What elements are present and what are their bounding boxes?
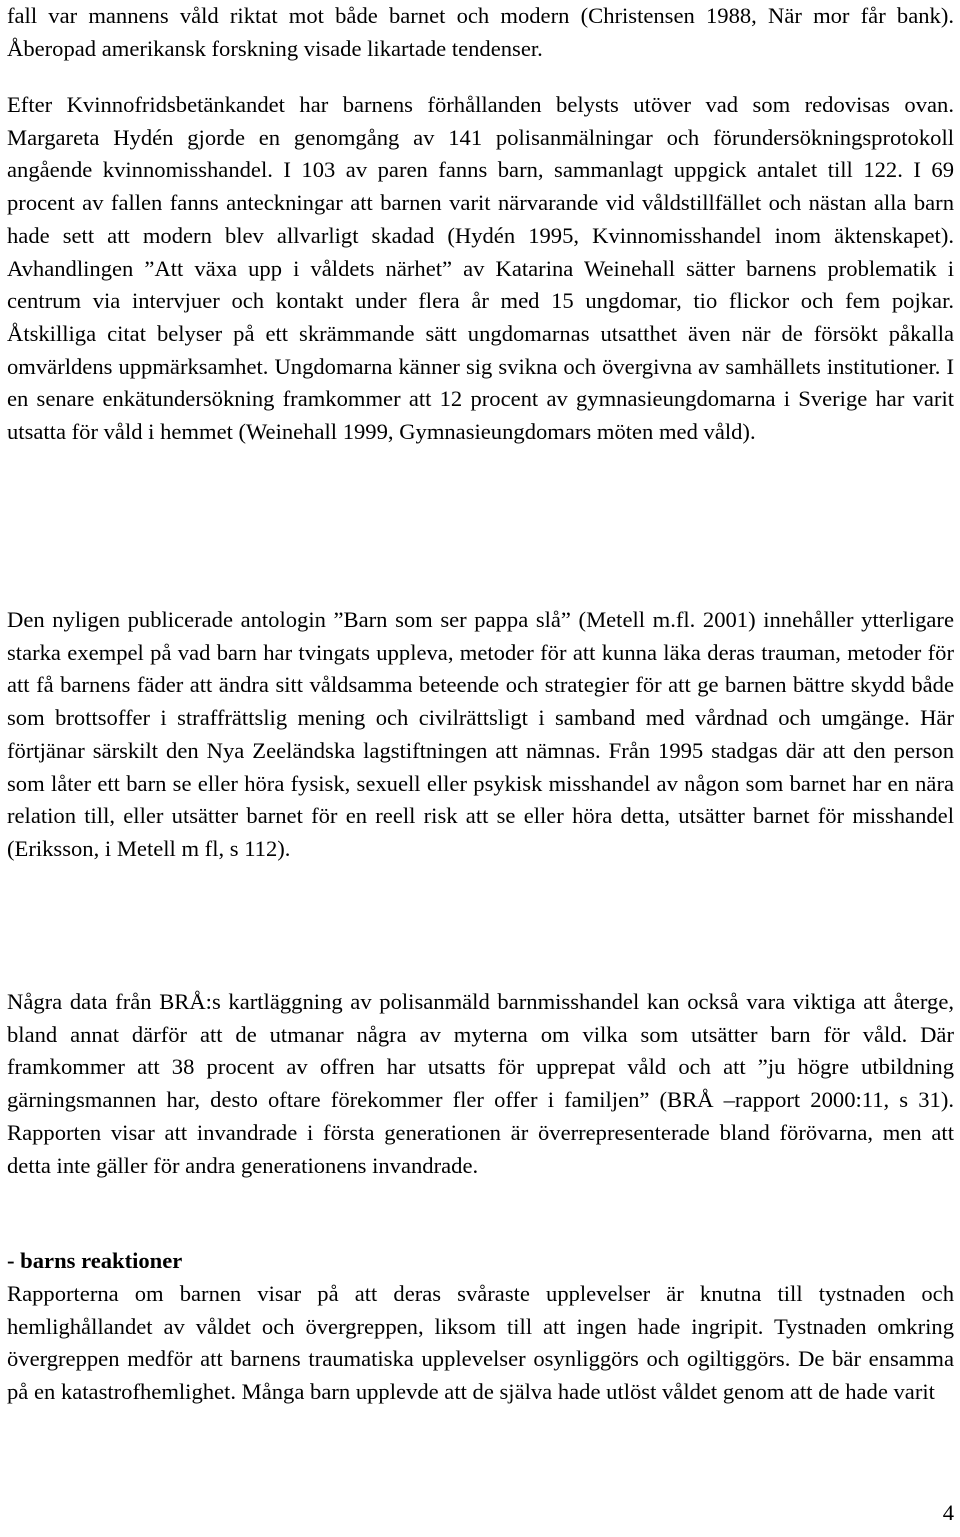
paragraph-reactions: Rapporterna om barnen visar på att deras svåraste upplevelser är knutna till tystnaden och hemlighållandet av våldet och övergreppen, liksom till att ingen hade ingripit. Tystnaden omkring övergreppen medför att barnens traumatiska upplevelser osynliggörs och ogiltiggörs. De bär ensamma på en katastrofhemlighet. Många barn upplevde att de själva hade utlöst våldet genom att de hade varit xyxy=(7,1281,954,1405)
paragraph-bra-data: Några data från BRÅ:s kartläggning av polisanmäld barnmisshandel kan också vara viktiga att återge, bland annat därför att de utmanar några av myterna om vilka som utsätter barn för våld. Där framkommer att 38 procent av offren har utsatts för upprepat våld och att ”ju högre utbildning gärningsmannen har, desto oftare förekommer fler offer i familjen” (BRÅ –rapport 2000:11, s 31). Rapporten visar att invandrade i första generationen är överrepresenterade bland förövarna, men att detta inte gäller för andra generationens invandrade. xyxy=(7,989,954,1178)
paragraph-research-overview: Efter Kvinnofridsbetänkandet har barnens förhållanden belysts utöver vad som redovisas ovan. Margareta Hydén gjorde en genomgång av 141 polisanmälningar och förundersökningsprotokoll angående kvinnomisshandel. I 103 av paren fanns barn, sammanlagt uppgick antalet till 122. I 69 procent av fallen fanns anteckningar att barnen varit närvarande vid våldstillfället och nästan alla barn hade sett att modern blev allvarligt skadad (Hydén 1995, Kvinnomisshandel inom äktenskapet). Avhandlingen ”Att växa upp i våldets närhet” av Katarina Weinehall sätter barnens problematik i centrum via intervjuer och kontakt under flera år med 15 ungdomar, tio flickor och fem pojkar. Åtskilliga citat belyser på ett skrämmande sätt ungdomarnas utsatthet även när de försökt påkalla omvärldens uppmärksamhet. Ungdomarna känner sig svikna och övergivna av samhällets institutioner. I en senare enkätundersökning framkommer att 12 procent av gymnasieungdomarna i Sverige har varit utsatta för våld i hemmet (Weinehall 1999, Gymnasieungdomars möten med våld). xyxy=(7,92,954,445)
page-number: 4 xyxy=(942,1500,954,1525)
paragraph-intro-continuation: fall var mannens våld riktat mot både barnet och modern (Christensen 1988, När mor får bank). Åberopad amerikansk forskning visade likartade tendenser. xyxy=(7,3,954,61)
paragraph-anthology: Den nyligen publicerade antologin ”Barn som ser pappa slå” (Metell m.fl. 2001) innehåller ytterligare starka exempel på vad barn har tvingats uppleva, metoder för att kunna läka deras trauman, metoder för att få barnens fäder att ändra sitt våldsamma beteende och strategier för att ge barnen bättre skydd både som brottsoffer i straffrättslig mening och civilrättsligt i samband med vårdnad och umgänge. Här förtjänar särskilt den Nya Zeeländska lagstiftningen att nämnas. Från 1995 stadgas där att den person som låter ett barn se eller höra fysisk, sexuell eller psykisk misshandel av någon som barnet har en nära relation till, eller utsätter barnet för en reell risk att se eller höra detta, utsätter barnet för misshandel (Eriksson, i Metell m fl, s 112). xyxy=(7,607,954,861)
section-heading: - barns reaktioner xyxy=(7,1248,183,1273)
